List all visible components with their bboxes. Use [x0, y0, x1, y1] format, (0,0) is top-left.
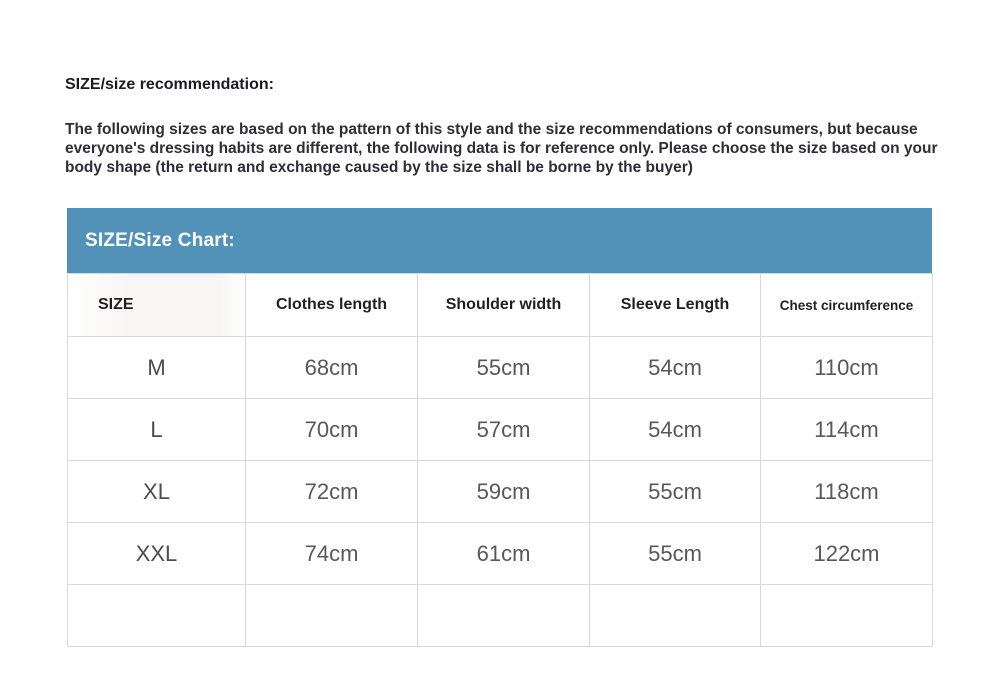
cell-sleeve-length: 54cm [590, 399, 761, 461]
page-title: SIZE/size recommendation: [65, 76, 274, 93]
size-chart-title: SIZE/Size Chart: [85, 229, 235, 251]
cell-chest-circumference: 114cm [761, 399, 933, 461]
cell-shoulder-width: 59cm [418, 461, 590, 523]
cell-size: M [68, 337, 246, 399]
table-row [68, 399, 933, 461]
table-row-empty [68, 585, 933, 647]
cell-empty [68, 585, 246, 647]
table-row [68, 337, 933, 399]
cell-chest-circumference: 110cm [761, 337, 933, 399]
size-chart-section [67, 208, 932, 647]
cell-chest-circumference: 118cm [761, 461, 933, 523]
cell-size: XXL [68, 523, 246, 585]
cell-clothes-length: 68cm [246, 337, 418, 399]
cell-empty [761, 585, 933, 647]
cell-size: L [68, 399, 246, 461]
cell-empty [246, 585, 418, 647]
cell-clothes-length: 74cm [246, 523, 418, 585]
column-header-chest-circumference: Chest circumference [761, 274, 933, 337]
table-header-row [68, 274, 933, 337]
cell-empty [590, 585, 761, 647]
cell-chest-circumference: 122cm [761, 523, 933, 585]
cell-size: XL [68, 461, 246, 523]
size-recommendation-text: The following sizes are based on the pattern of this style and the size recommendations of consumers, but because everyone's dressing habits are different, the following data is for reference only. Please choose the size based on your body shape (the return and exchange caused by the size shall be borne by the buyer) [65, 121, 938, 176]
column-header-shoulder-width: Shoulder width [418, 274, 590, 337]
cell-sleeve-length: 54cm [590, 337, 761, 399]
cell-shoulder-width: 57cm [418, 399, 590, 461]
cell-empty [418, 585, 590, 647]
size-chart-table [67, 273, 933, 647]
cell-sleeve-length: 55cm [590, 523, 761, 585]
cell-clothes-length: 72cm [246, 461, 418, 523]
table-row [68, 461, 933, 523]
column-header-clothes-length: Clothes length [246, 274, 418, 337]
cell-sleeve-length: 55cm [590, 461, 761, 523]
table-row [68, 523, 933, 585]
cell-shoulder-width: 55cm [418, 337, 590, 399]
cell-clothes-length: 70cm [246, 399, 418, 461]
column-header-size: SIZE [68, 274, 246, 337]
size-chart-title-bar [67, 208, 932, 273]
cell-shoulder-width: 61cm [418, 523, 590, 585]
column-header-sleeve-length: Sleeve Length [590, 274, 761, 337]
